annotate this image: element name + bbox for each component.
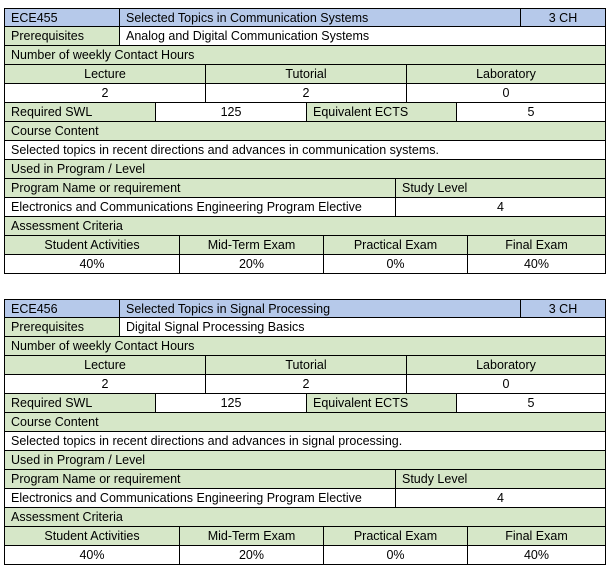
program-heading-row xyxy=(4,160,606,179)
laboratory-value: 0 xyxy=(407,84,605,102)
content-row xyxy=(4,432,606,451)
laboratory-label: Laboratory xyxy=(407,65,605,83)
program-values-row xyxy=(4,489,606,508)
content-label: Course Content xyxy=(5,122,605,140)
program-name-label: Program Name or requirement xyxy=(5,179,396,197)
swl-label: Required SWL xyxy=(5,103,156,121)
lecture-label: Lecture xyxy=(5,65,206,83)
course-code: ECE456 xyxy=(5,300,120,317)
assessment-heading-row xyxy=(4,508,606,527)
practical-value: 0% xyxy=(324,546,468,564)
final-label: Final Exam xyxy=(468,236,605,254)
tutorial-label: Tutorial xyxy=(206,356,407,374)
student-activities-value: 40% xyxy=(5,546,180,564)
assessment-heading-row xyxy=(4,217,606,236)
prerequisites-value: Analog and Digital Communication Systems xyxy=(120,27,605,45)
swl-value: 125 xyxy=(156,394,307,412)
program-label: Used in Program / Level xyxy=(5,451,605,469)
prerequisites-row xyxy=(4,318,606,337)
midterm-value: 20% xyxy=(180,255,324,273)
contact-hours-labels-row xyxy=(4,356,606,375)
course-header-row xyxy=(4,8,606,27)
program-label: Used in Program / Level xyxy=(5,160,605,178)
practical-label: Practical Exam xyxy=(324,527,468,545)
program-name-value: Electronics and Communications Engineering Program Elective xyxy=(5,489,396,507)
program-labels-row xyxy=(4,470,606,489)
course-table xyxy=(4,299,606,565)
laboratory-value: 0 xyxy=(407,375,605,393)
course-header-row xyxy=(4,299,606,318)
assessment-labels-row xyxy=(4,236,606,255)
student-activities-label: Student Activities xyxy=(5,236,180,254)
practical-value: 0% xyxy=(324,255,468,273)
study-level-value: 4 xyxy=(396,198,605,216)
content-heading-row xyxy=(4,413,606,432)
contact-hours-label: Number of weekly Contact Hours xyxy=(5,46,605,64)
contact-hours-heading-row xyxy=(4,337,606,356)
course-credits: 3 CH xyxy=(521,9,605,26)
swl-label: Required SWL xyxy=(5,394,156,412)
prerequisites-row xyxy=(4,27,606,46)
prerequisites-value: Digital Signal Processing Basics xyxy=(120,318,605,336)
swl-row xyxy=(4,394,606,413)
lecture-value: 2 xyxy=(5,84,206,102)
contact-hours-heading-row xyxy=(4,46,606,65)
ects-value: 5 xyxy=(457,394,605,412)
final-value: 40% xyxy=(468,255,605,273)
program-heading-row xyxy=(4,451,606,470)
study-level-label: Study Level xyxy=(396,179,605,197)
student-activities-label: Student Activities xyxy=(5,527,180,545)
assessment-values-row xyxy=(4,255,606,274)
study-level-label: Study Level xyxy=(396,470,605,488)
content-value: Selected topics in recent directions and advances in signal processing. xyxy=(5,432,605,450)
program-values-row xyxy=(4,198,606,217)
content-value: Selected topics in recent directions and advances in communication systems. xyxy=(5,141,605,159)
assessment-labels-row xyxy=(4,527,606,546)
ects-label: Equivalent ECTS xyxy=(307,394,457,412)
course-credits: 3 CH xyxy=(521,300,605,317)
content-row xyxy=(4,141,606,160)
midterm-label: Mid-Term Exam xyxy=(180,527,324,545)
course-table xyxy=(4,8,606,274)
midterm-value: 20% xyxy=(180,546,324,564)
practical-label: Practical Exam xyxy=(324,236,468,254)
tutorial-value: 2 xyxy=(206,375,407,393)
prerequisites-label: Prerequisites xyxy=(5,27,120,45)
course-code: ECE455 xyxy=(5,9,120,26)
assessment-values-row xyxy=(4,546,606,565)
assessment-label: Assessment Criteria xyxy=(5,508,605,526)
contact-hours-values-row xyxy=(4,375,606,394)
program-name-label: Program Name or requirement xyxy=(5,470,396,488)
lecture-label: Lecture xyxy=(5,356,206,374)
student-activities-value: 40% xyxy=(5,255,180,273)
midterm-label: Mid-Term Exam xyxy=(180,236,324,254)
content-heading-row xyxy=(4,122,606,141)
contact-hours-values-row xyxy=(4,84,606,103)
course-title: Selected Topics in Communication Systems xyxy=(120,9,521,26)
swl-row xyxy=(4,103,606,122)
swl-value: 125 xyxy=(156,103,307,121)
study-level-value: 4 xyxy=(396,489,605,507)
contact-hours-labels-row xyxy=(4,65,606,84)
assessment-label: Assessment Criteria xyxy=(5,217,605,235)
program-labels-row xyxy=(4,179,606,198)
course-title: Selected Topics in Signal Processing xyxy=(120,300,521,317)
program-name-value: Electronics and Communications Engineering Program Elective xyxy=(5,198,396,216)
ects-label: Equivalent ECTS xyxy=(307,103,457,121)
final-label: Final Exam xyxy=(468,527,605,545)
lecture-value: 2 xyxy=(5,375,206,393)
laboratory-label: Laboratory xyxy=(407,356,605,374)
tutorial-label: Tutorial xyxy=(206,65,407,83)
prerequisites-label: Prerequisites xyxy=(5,318,120,336)
final-value: 40% xyxy=(468,546,605,564)
contact-hours-label: Number of weekly Contact Hours xyxy=(5,337,605,355)
content-label: Course Content xyxy=(5,413,605,431)
ects-value: 5 xyxy=(457,103,605,121)
tutorial-value: 2 xyxy=(206,84,407,102)
